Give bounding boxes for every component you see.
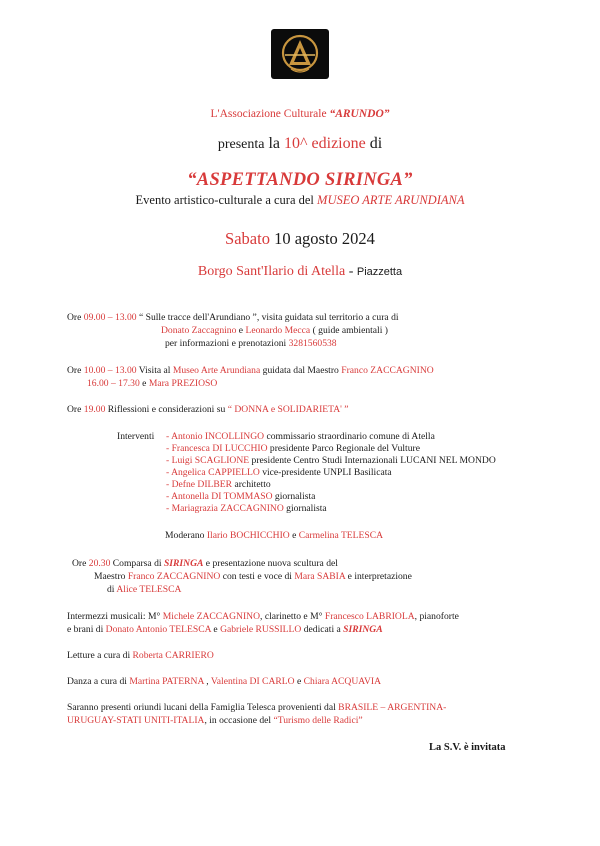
place-sep: - (345, 264, 357, 279)
musician-1: Michele ZACCAGNINO (162, 611, 261, 622)
block2-line2 (87, 378, 217, 390)
maestro-name: Franco ZACCAGNINO (341, 365, 434, 376)
event-prefix: Evento artistico-culturale a cura del (135, 193, 318, 207)
saranno-line1 (67, 702, 446, 714)
speaker-row (166, 443, 420, 455)
speaker-role: commissario straordinario comune di Atella (264, 431, 435, 442)
voice-text: con testi e voce di (220, 571, 295, 582)
moderano-label: Moderano (165, 530, 207, 541)
comparsa-text: Comparsa di (110, 558, 164, 569)
block4-rest: e presentazione nuova scultura del (203, 558, 338, 569)
countries-2: URUGUAY-STATI UNITI-ITALIA (67, 715, 205, 726)
block4-line3 (107, 584, 181, 596)
place-detail: Piazzetta (356, 266, 403, 278)
countries-1: BRASILE – ARGENTINA- (338, 702, 447, 713)
intermezzi-line1 (67, 611, 459, 623)
info-text: per informazioni e prenotazioni (165, 338, 289, 349)
la-text: la (264, 135, 285, 152)
musician-2-role: , pianoforte (414, 611, 459, 622)
musician-2: Francesco LABRIOLA (324, 611, 415, 622)
speaker-role: giornalista (272, 491, 316, 502)
event-place (0, 264, 600, 280)
intermezzi-line2 (67, 624, 383, 636)
guide-1: Donato Zaccagnino (161, 325, 237, 336)
dedicated-text: dedicati a (301, 624, 344, 635)
block3-line (67, 404, 349, 416)
museum-name: MUSEO ARTE ARUNDIANA (317, 193, 465, 207)
association-name: “ARUNDO” (329, 108, 390, 120)
and-text: e (294, 676, 304, 687)
turismo-text: “Turismo delle Radici” (273, 715, 363, 726)
visit-text: Visita al (136, 365, 173, 376)
moderator-1: Ilario BOCHICCHIO (206, 530, 290, 541)
maestro-prefix: Maestro (94, 571, 128, 582)
letture-prefix: Letture a cura di (67, 650, 133, 661)
maestro-name: Franco ZACCAGNINO (127, 571, 221, 582)
block1-line3 (165, 338, 337, 350)
speaker-name: - Antonio INCOLLINGO (166, 431, 265, 442)
ore-label: Ore (67, 365, 84, 376)
second-guide: Mara PREZIOSO (148, 378, 218, 389)
and-text: e (211, 624, 221, 635)
saranno-prefix: Saranno presenti oriundi lucani della Famiglia Telesca provenienti dal (67, 702, 339, 713)
interp-text: e interpretazione (345, 571, 412, 582)
dancer-1: Martina PATERNA (129, 676, 204, 687)
speaker-role: architetto (232, 479, 271, 490)
place-name: Borgo Sant'Ilario di Atella (197, 264, 346, 279)
occasion-text: , in occasione del (204, 715, 274, 726)
speaker-name: - Angelica CAPPIELLO (166, 467, 260, 478)
speaker-row (166, 431, 435, 443)
block1-line2 (161, 325, 388, 337)
event-date (0, 229, 600, 249)
block4-time: 20.30 (88, 558, 111, 569)
interventi-label: Interventi (117, 431, 155, 442)
arundo-logo (271, 29, 329, 79)
speaker-name: - Antonella DI TOMMASO (166, 491, 273, 502)
composer-2: Gabriele RUSSILLO (220, 624, 302, 635)
guide-2: Leonardo Mecca (245, 325, 311, 336)
interpreter-name: Alice TELESCA (116, 584, 182, 595)
voice-name: Mara SABIA (294, 571, 346, 582)
block2-line1 (67, 365, 434, 377)
ore-label: Ore (72, 558, 89, 569)
guided-text: guidata dal Maestro (260, 365, 342, 376)
letture-line (67, 650, 214, 662)
event-title: “ASPETTANDO SIRINGA” (187, 170, 413, 190)
speaker-role: vice-presidente UNPLI Basilicata (259, 467, 392, 478)
ore-label: Ore (67, 404, 84, 415)
speaker-name: - Luigi SCAGLIONE (166, 455, 250, 466)
musician-1-role: , clarinetto e M° (260, 611, 325, 622)
saranno-line2 (67, 715, 363, 727)
block2-time2: 16.00 – 17.30 (87, 378, 140, 389)
association-prefix: L'Associazione Culturale (210, 108, 330, 120)
moderator-2: Carmelina TELESCA (298, 530, 384, 541)
block2-time1: 10.00 – 13.00 (83, 365, 137, 376)
and-text: e (139, 378, 149, 389)
di-text: di (107, 584, 117, 595)
dancer-2: Valentina DI CARLO (210, 676, 295, 687)
siringa-name: SIRINGA (163, 558, 204, 569)
moderators-line (165, 530, 383, 542)
guide-role: ( guide ambientali ) (310, 325, 388, 336)
speaker-row (166, 491, 315, 503)
speaker-row (166, 503, 327, 515)
speaker-name: - Defne DILBER (166, 479, 233, 490)
speaker-role: presidente Centro Studi Internazionali LUCANI NEL MONDO (249, 455, 496, 466)
invitation-text: La S.V. è invitata (429, 742, 506, 753)
block4-line1 (72, 558, 338, 570)
topic-text: “ DONNA e SOLIDARIETA' ” (227, 404, 349, 415)
speaker-name: - Francesca DI LUCCHIO (166, 443, 268, 454)
reader-name: Roberta CARRIERO (132, 650, 214, 661)
block1-time: 09.00 – 13.00 (83, 312, 137, 323)
danza-prefix: Danza a cura di (67, 676, 130, 687)
event-subtitle (0, 193, 600, 208)
event-day: Sabato (225, 229, 270, 248)
speaker-row (166, 455, 496, 467)
danza-line (67, 676, 381, 688)
di-text: di (365, 135, 383, 152)
presenta-text: presenta (217, 137, 265, 152)
speaker-role: giornalista (283, 503, 327, 514)
speaker-name: - Mariagrazia ZACCAGNINO (166, 503, 284, 514)
intermezzi-prefix: Intermezzi musicali: M° (67, 611, 163, 622)
speaker-row (166, 467, 392, 479)
edition-line (0, 135, 600, 153)
event-date-text: 10 agosto 2024 (269, 229, 375, 248)
brani-prefix: e brani di (67, 624, 106, 635)
block1-line1 (67, 312, 399, 324)
association-line (0, 108, 600, 120)
museum-link-text: Museo Arte Arundiana (172, 365, 261, 376)
block3-time: 19.00 (83, 404, 106, 415)
separator: , (203, 676, 211, 687)
phone-number: 3281560538 (288, 338, 337, 349)
siringa-name: SIRINGA (343, 624, 383, 635)
edition-text: 10^ edizione (284, 135, 366, 152)
ore-label: Ore (67, 312, 84, 323)
dancer-3: Chiara ACQUAVIA (303, 676, 382, 687)
composer-1: Donato Antonio TELESCA (105, 624, 211, 635)
and-text: e (289, 530, 299, 541)
speaker-row (166, 479, 271, 491)
speaker-role: presidente Parco Regionale del Vulture (267, 443, 420, 454)
block1-text: “ Sulle tracce dell'Arundiano ”, visita guidata sul territorio a cura di (136, 312, 399, 323)
arundo-emblem-icon (271, 29, 329, 79)
block4-line2 (94, 571, 412, 583)
block3-text: Riflessioni e considerazioni su (105, 404, 228, 415)
and-text: e (236, 325, 246, 336)
